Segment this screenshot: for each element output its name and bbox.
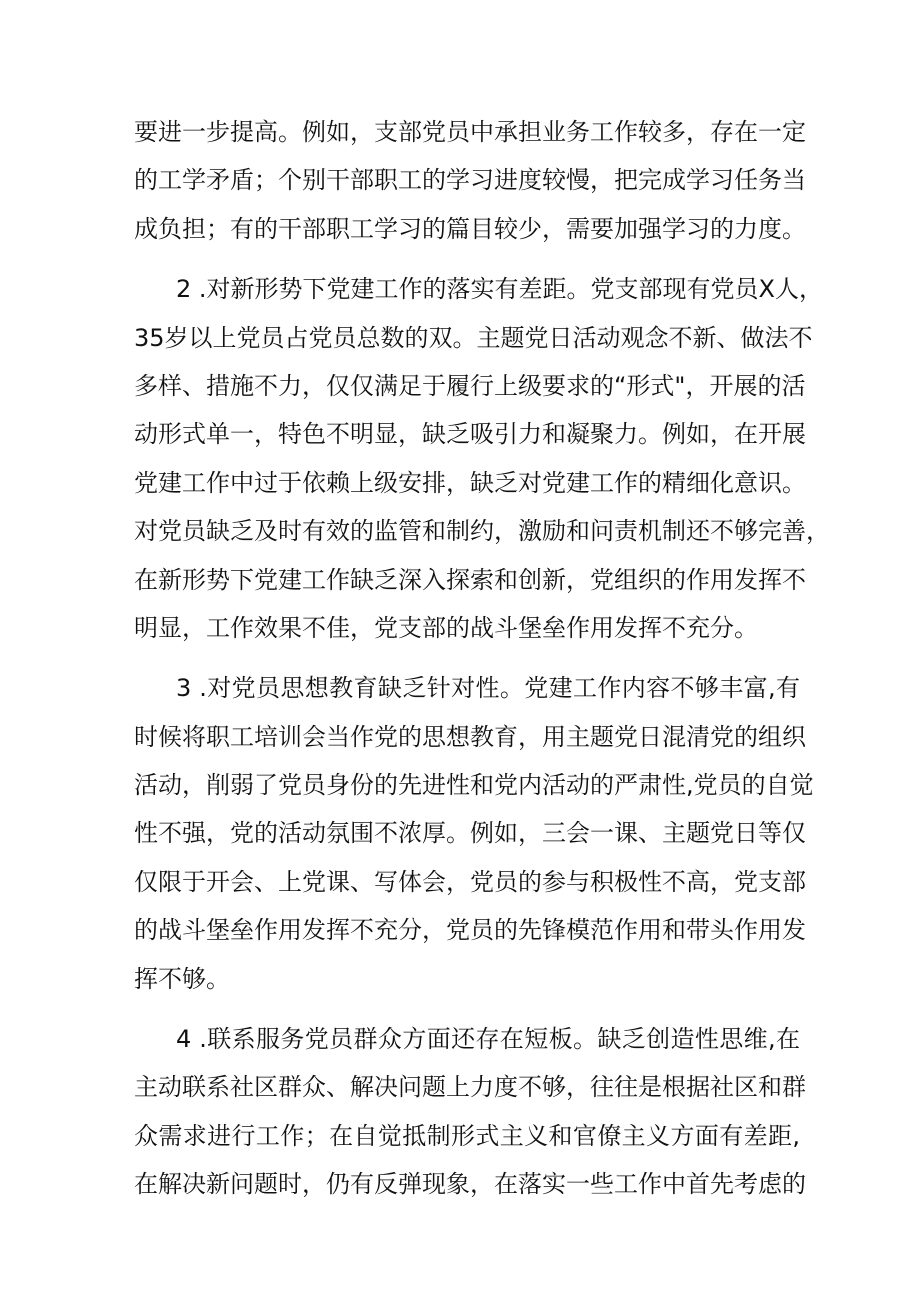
text-line: 仅限于开会、上党课、写体会，党员的参与积极性不高，党支部 <box>134 867 806 896</box>
text-line: 在新形势下党建工作缺乏深入探索和创新，党组织的作用发挥不 <box>134 565 806 594</box>
text-line: 动形式单一，特色不明显，缺乏吸引力和凝聚力。例如，在开展 <box>134 420 806 449</box>
document-body <box>134 108 830 1221</box>
paragraph-4 <box>134 1015 806 1209</box>
text-line: 在解决新问题时，仍有反弹现象，在落实一些工作中首先考虑的 <box>134 1170 806 1199</box>
text-line: 性不强，党的活动氛围不浓厚。例如，三会一课、主题党日等仅 <box>134 819 806 848</box>
text-line: 多样、措施不力，仅仅满足于履行上级要求的“形式"，开展的活 <box>134 371 806 400</box>
text-line: 35岁以上党员占党员总数的双。主题党日活动观念不新、做法不 <box>134 323 813 352</box>
paragraph-3 <box>134 664 814 1003</box>
text-line: 4 .联系服务党员群众方面还存在短板。缺乏创造性思维,在 <box>176 1025 800 1054</box>
text-line: 成负担；有的干部职工学习的篇目较少，需要加强学习的力度。 <box>134 214 806 243</box>
text-line: 挥不够。 <box>134 964 230 993</box>
text-line: 的战斗堡垒作用发挥不充分，党员的先锋模范作用和带头作用发 <box>134 916 806 945</box>
text-line: 活动，削弱了党员身份的先进性和党内活动的严肃性,党员的自觉 <box>134 771 814 800</box>
text-line: 时候将职工培训会当作党的思想教育，用主题党日混清党的组织 <box>134 722 806 751</box>
paragraph-1 <box>134 108 806 253</box>
text-line: 对党员缺乏及时有效的监管和制约，激励和问责机制还不够完善， <box>134 517 830 546</box>
text-line: 党建工作中过于依赖上级安排，缺乏对党建工作的精细化意识。 <box>134 468 806 497</box>
text-line: 2 .对新形势下党建工作的落实有差距。党支部现有党员X人， <box>176 275 823 304</box>
text-line: 明显，工作效果不佳，党支部的战斗堡垒作用发挥不充分。 <box>134 613 758 642</box>
text-line: 的工学矛盾；个别干部职工的学习进度较慢，把完成学习任务当 <box>134 166 806 195</box>
text-line: 主动联系社区群众、解决问题上力度不够，往往是根据社区和群 <box>134 1073 806 1102</box>
text-line: 众需求进行工作；在自觉抵制形式主义和官僚主义方面有差距, <box>134 1121 800 1150</box>
paragraph-2 <box>134 265 830 652</box>
text-line: 3 .对党员思想教育缺乏针对性。党建工作内容不够丰富,有 <box>176 674 800 703</box>
text-line: 要进一步提高。例如，支部党员中承担业务工作较多，存在一定 <box>134 118 806 146</box>
